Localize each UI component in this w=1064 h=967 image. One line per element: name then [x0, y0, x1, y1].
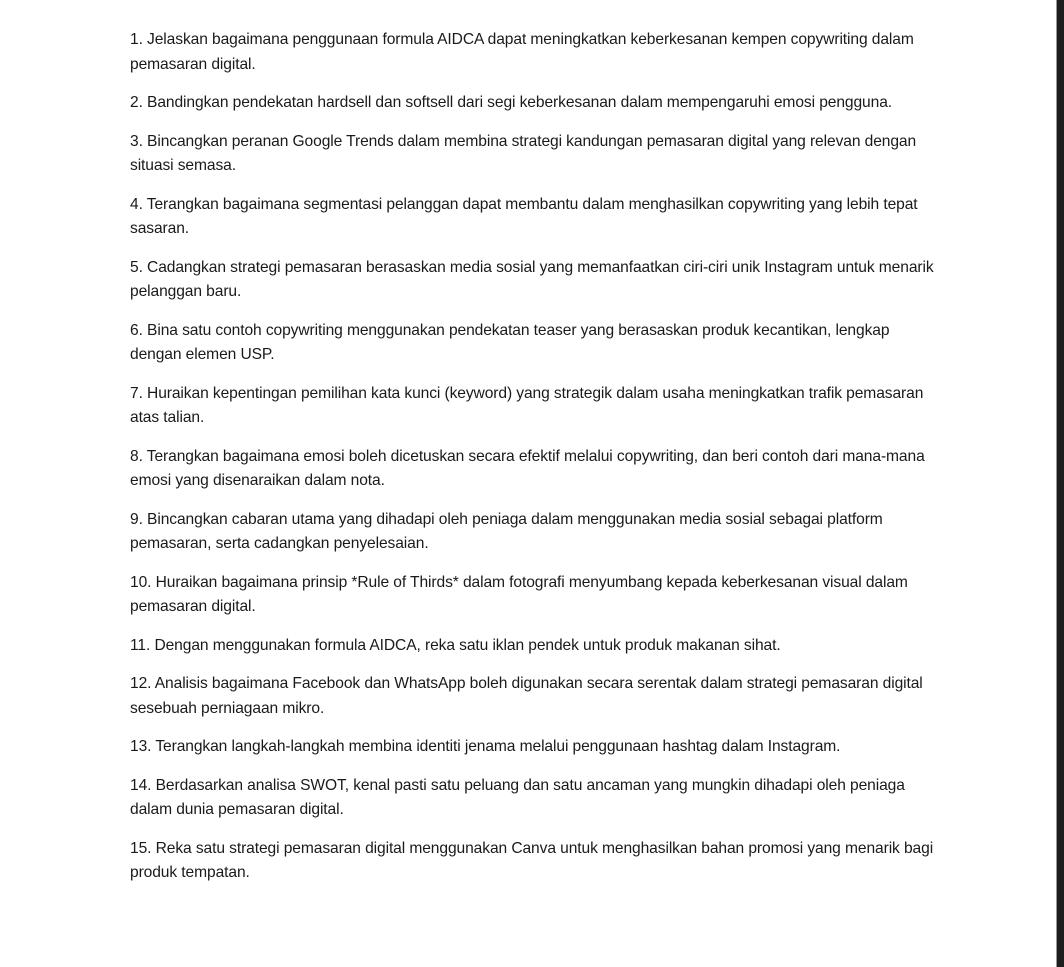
question-item: 2. Bandingkan pendekatan hardsell dan softsell dari segi keberkesanan dalam mempengaruhi emosi pengguna. — [130, 94, 893, 111]
question-item: 5. Cadangkan strategi pemasaran berasaskan media sosial yang memanfaatkan ciri-ciri unik Instagram untuk menarik pelanggan baru. — [130, 258, 934, 300]
window-edge — [1056, 0, 1064, 967]
question-item: 9. Bincangkan cabaran utama yang dihadapi oleh peniaga dalam menggunakan media sosial sebagai platform pemasaran, serta cadangkan penyelesaian. — [130, 510, 883, 552]
question-item: 15. Reka satu strategi pemasaran digital menggunakan Canva untuk menghasilkan bahan promosi yang menarik bagi produk tempatan. — [130, 839, 934, 881]
question-item: 3. Bincangkan peranan Google Trends dalam membina strategi kandungan pemasaran digital yang relevan dengan situasi semasa. — [130, 132, 917, 174]
question-item: 14. Berdasarkan analisa SWOT, kenal pasti satu peluang dan satu ancaman yang mungkin dihadapi oleh peniaga dalam dunia pemasaran digital. — [130, 776, 905, 818]
question-item: 7. Huraikan kepentingan pemilihan kata kunci (keyword) yang strategik dalam usaha meningkatkan trafik pemasaran atas talian. — [130, 384, 924, 426]
question-item: 4. Terangkan bagaimana segmentasi pelanggan dapat membantu dalam menghasilkan copywriting yang lebih tepat sasaran. — [130, 195, 918, 237]
question-item: 12. Analisis bagaimana Facebook dan WhatsApp boleh digunakan secara serentak dalam strategi pemasaran digital sesebuah perniagaan mikro. — [130, 675, 923, 717]
question-item: 13. Terangkan langkah-langkah membina identiti jenama melalui penggunaan hashtag dalam Instagram. — [130, 738, 841, 755]
question-item: 10. Huraikan bagaimana prinsip *Rule of Thirds* dalam fotografi menyumbang kepada keberkesanan visual dalam pemasaran digital. — [130, 573, 908, 615]
question-item: 8. Terangkan bagaimana emosi boleh dicetuskan secara efektif melalui copywriting, dan beri contoh dari mana-mana emosi yang disenaraikan dalam nota. — [130, 447, 925, 489]
question-item: 6. Bina satu contoh copywriting menggunakan pendekatan teaser yang berasaskan produk kecantikan, lengkap dengan elemen USP. — [130, 321, 890, 363]
question-list — [130, 28, 940, 900]
question-item: 1. Jelaskan bagaimana penggunaan formula AIDCA dapat meningkatkan keberkesanan kempen copywriting dalam pemasaran digital. — [130, 31, 914, 73]
question-item: 11. Dengan menggunakan formula AIDCA, reka satu iklan pendek untuk produk makanan sihat. — [130, 636, 781, 654]
